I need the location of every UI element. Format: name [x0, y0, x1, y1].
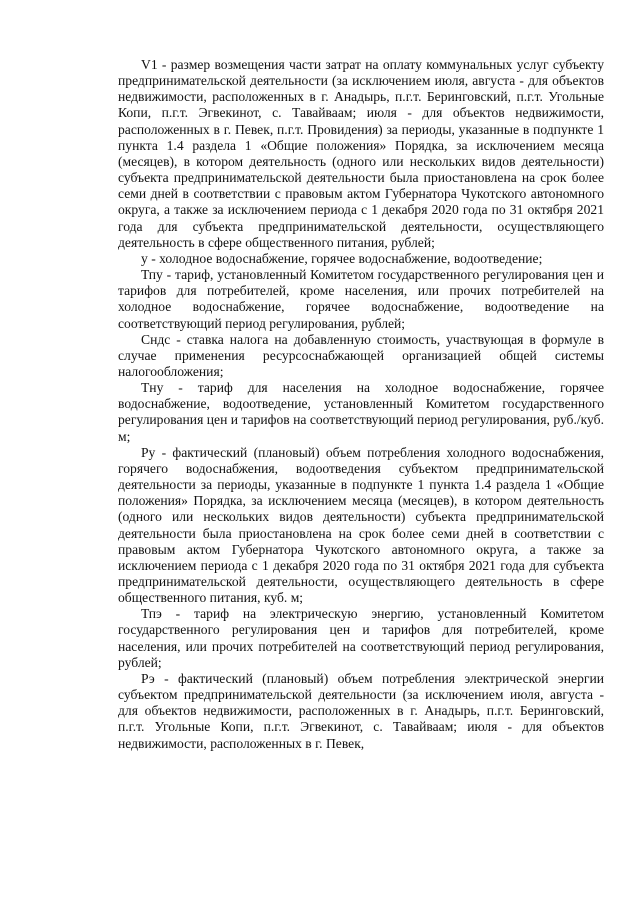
paragraph-v1-definition: V1 - размер возмещения части затрат на оплату коммунальных услуг субъекту предпринимательской деятельности (за исключением июля, августа - для объектов недвижимости, расположенных в г. Анадырь, п.г.т. Беринговский, п.г.т. Угольные Копи, п.г.т. Эгвекинот, с. Тавайваам; июля - для объектов недвижимости, расположенных в г. Певек, п.г.т. Провидения) за периоды, указанные в подпункте 1 пункта 1.4 раздела 1 «Общие положения» Порядка, за исключением месяца (месяцев), в котором деятельность (одного или нескольких видов деятельности) субъекта предпринимательской деятельности была приостановлена на срок более семи дней в соответствии с правовым актом Губернатора Чукотского автономного округа, а также за исключением периода с 1 декабря 2020 года по 31 октября 2021 года для субъекта предпринимательской деятельности, осуществляющего деятельность в сфере общественного питания, рублей;: [118, 57, 604, 250]
paragraph-tpe-definition: Тпэ - тариф на электрическую энергию, установленный Комитетом государственного регулирования цен и тарифов для потребителей, кроме населения, или прочих потребителей на соответствующий период регулирования, рублей;: [118, 606, 604, 670]
paragraph-re-definition: Рэ - фактический (плановый) объем потребления электрической энергии субъектом предпринимательской деятельности (за исключением июля, августа - для объектов недвижимости, расположенных в г. Анадырь, п.г.т. Беринговский, п.г.т. Угольные Копи, п.г.т. Эгвекинот, с. Тавайваам; июля - для объектов недвижимости, расположенных в г. Певек,: [118, 670, 604, 751]
paragraph-snds-definition: Сндс - ставка налога на добавленную стоимость, участвующая в формуле в случае применения ресурсоснабжающей организацией общей системы налогообложения;: [118, 331, 604, 379]
paragraph-ru-definition: Ру - фактический (плановый) объем потребления холодного водоснабжения, горячего водоснабжения, водоотведения субъектом предпринимательской деятельности за периоды, указанные в подпункте 1 пункта 1.4 раздела 1 «Общие положения» Порядка, за исключением месяца (месяцев), в котором деятельность (одного или нескольких видов деятельности) субъекта предпринимательской деятельности была приостановлена на срок более семи дней в соответствии с правовым актом Губернатора Чукотского автономного округа, а также за исключением периода с 1 декабря 2020 года по 31 октября 2021 года для субъекта предпринимательской деятельности, осуществляющего деятельность в сфере общественного питания, куб. м;: [118, 444, 604, 606]
paragraph-y-definition: у - холодное водоснабжение, горячее водоснабжение, водоотведение;: [141, 250, 543, 266]
paragraph-tnu-definition: Тну - тариф для населения на холодное водоснабжение, горячее водоснабжение, водоотведение, установленный Комитетом государственного регулирования цен и тарифов на соответствующий период регулирования, руб./куб. м;: [118, 380, 604, 444]
document-page: [118, 57, 604, 752]
paragraph-tpu-definition: Тпу - тариф, установленный Комитетом государственного регулирования цен и тарифов для потребителей, кроме населения, или прочих потребителей на холодное водоснабжение, горячее водоснабжение, водоотведение на соответствующий период регулирования, рублей;: [118, 267, 604, 331]
